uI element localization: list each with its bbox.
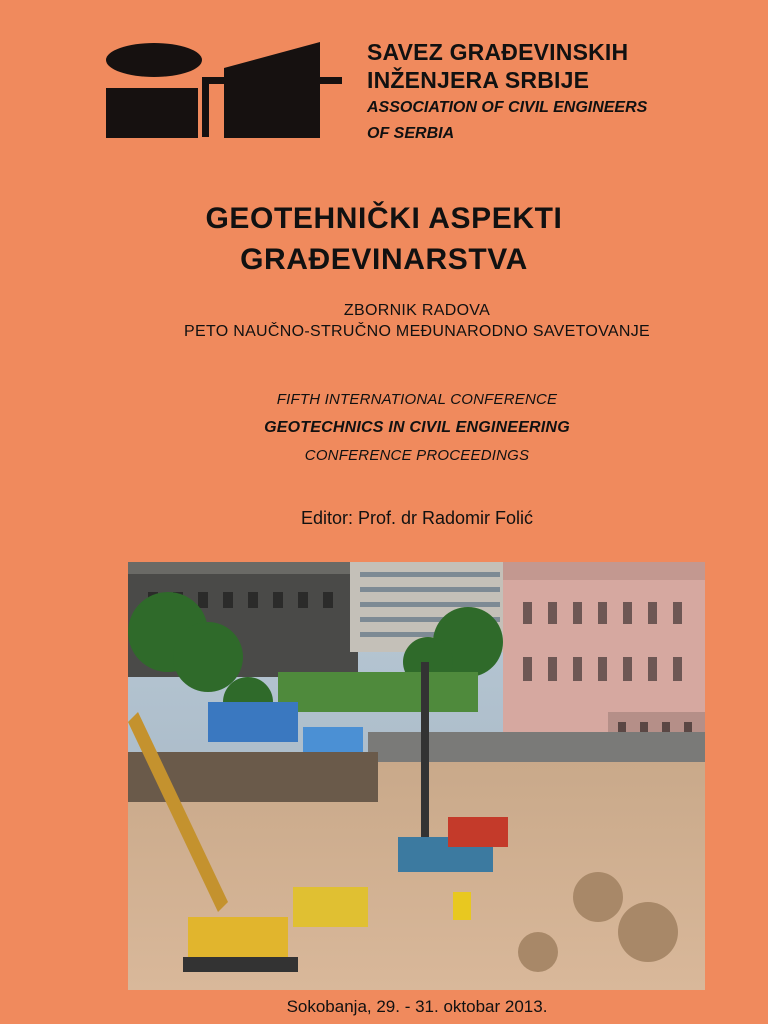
organization-logo bbox=[106, 40, 342, 140]
conference-line2: GEOTECHNICS IN CIVIL ENGINEERING bbox=[264, 419, 570, 436]
document-subtitle bbox=[0, 300, 768, 342]
conference-location-date: Sokobanja, 29. - 31. oktobar 2013. bbox=[286, 997, 548, 1016]
document-title bbox=[0, 198, 768, 280]
organization-name-sr-line1: SAVEZ GRAĐEVINSKIH bbox=[367, 39, 629, 65]
subtitle-line2: PETO NAUČNO-STRUČNO MEĐUNARODNO SAVETOVANJE bbox=[184, 323, 650, 340]
logo-left-block bbox=[106, 88, 198, 138]
logo-dot-shape bbox=[106, 43, 202, 77]
organization-name-sr-line2: INŽENJERA SRBIJE bbox=[367, 67, 590, 93]
logo-right-block bbox=[224, 42, 320, 138]
editor-credit: Editor: Prof. dr Radomir Folić bbox=[300, 508, 534, 528]
organization-name-en-line2: OF SERBIA bbox=[367, 125, 455, 142]
subtitle-line1: ZBORNIK RADOVA bbox=[343, 302, 491, 319]
conference-line3: CONFERENCE PROCEEDINGS bbox=[304, 447, 530, 464]
photo-excavator bbox=[188, 917, 288, 962]
logo-connector-post bbox=[202, 77, 209, 137]
organization-name bbox=[367, 38, 747, 146]
conference-line1: FIFTH INTERNATIONAL CONFERENCE bbox=[276, 391, 558, 408]
conference-info bbox=[0, 386, 768, 470]
title-line2: GRAĐEVINARSTVA bbox=[240, 243, 528, 276]
photo-container-blue bbox=[208, 702, 298, 742]
organization-name-en-line1: ASSOCIATION OF CIVIL ENGINEERS bbox=[367, 99, 648, 116]
construction-site-photo bbox=[128, 562, 705, 990]
photo-pile-rig bbox=[421, 662, 429, 842]
title-line1: GEOTEHNIČKI ASPEKTI bbox=[205, 202, 563, 235]
